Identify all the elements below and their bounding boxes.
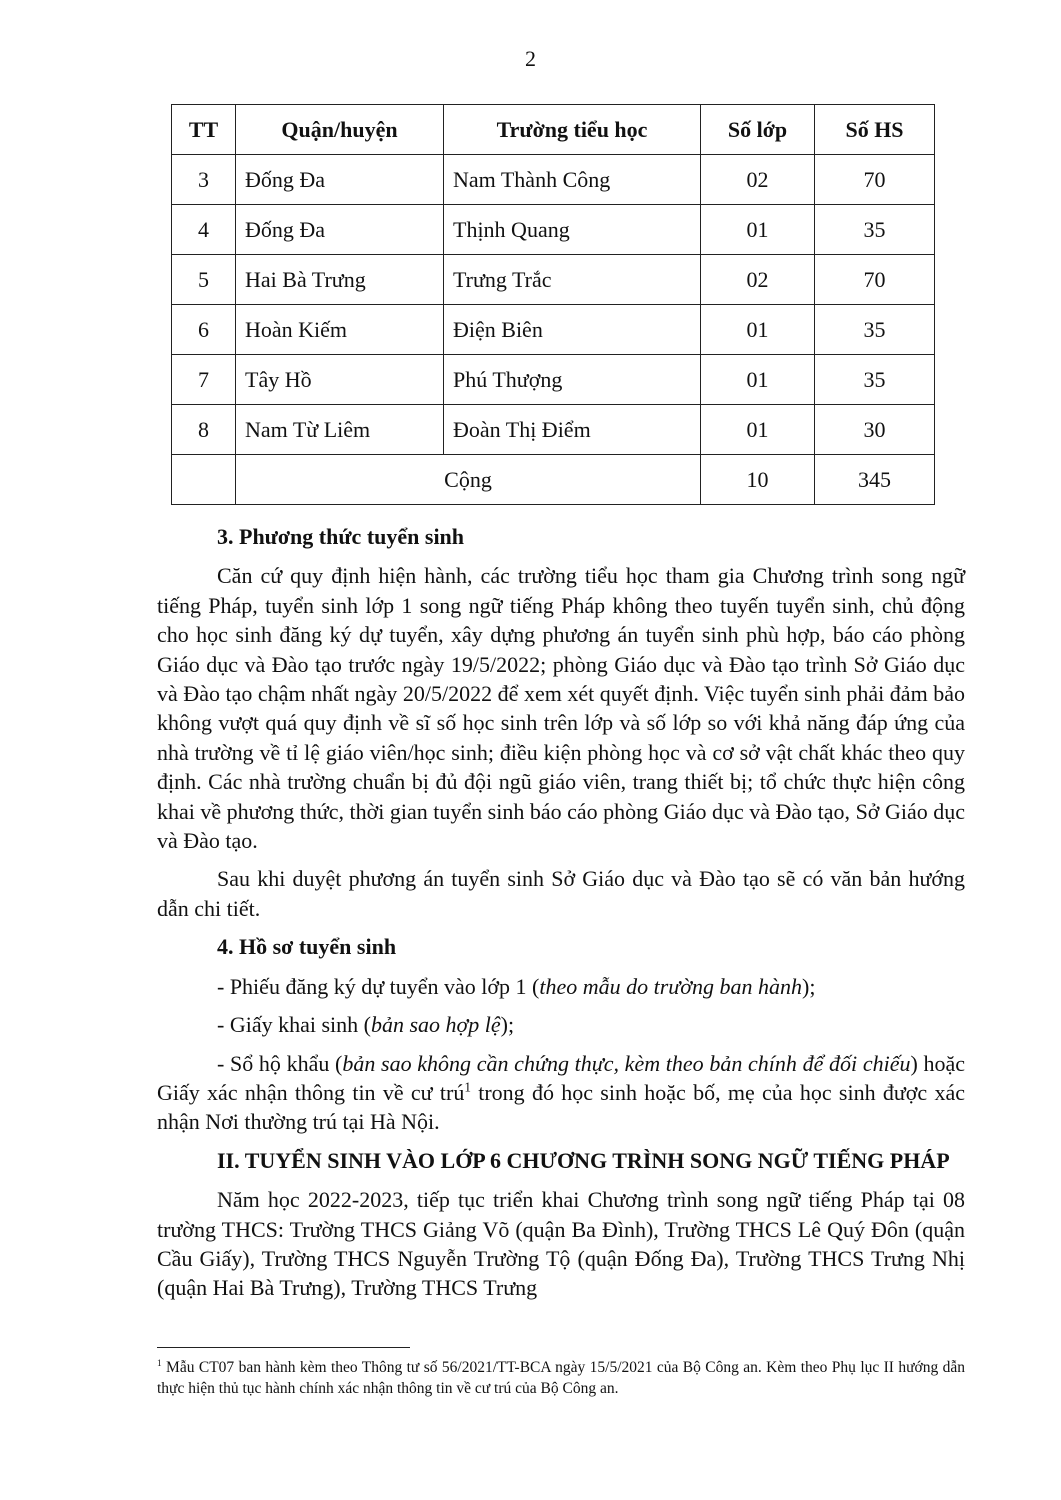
cell-classes: 01: [701, 305, 815, 355]
dossier-item-3: - Sổ hộ khẩu (bản sao không cần chứng thực, kèm theo bản chính để đối chiếu) hoặc Giấy xác nhận thông tin về cư trú$^1$ trong đó học sinh hoặc bố, mẹ của học sinh được xác nhận Nơi thường trú tại Hà Nội.: [157, 1050, 966, 1135]
section4-heading: 4. Hồ sơ tuyển sinh: [217, 934, 397, 960]
cell-tt: 3: [172, 155, 236, 205]
header-classes: Số lớp: [701, 105, 815, 155]
table-row: [172, 155, 935, 205]
table-row: [172, 355, 935, 405]
header-school: Trường tiểu học: [444, 105, 701, 155]
cell-classes: 01: [701, 355, 815, 405]
cell-students: 70: [815, 155, 935, 205]
cell-classes: 01: [701, 205, 815, 255]
cell-tt: 5: [172, 255, 236, 305]
cell-school: Điện Biên: [444, 305, 701, 355]
table-header-row: [172, 105, 935, 155]
cell-district: Nam Từ Liêm: [236, 405, 444, 455]
total-students: 345: [815, 455, 935, 505]
section-ii-heading: II. TUYỂN SINH VÀO LỚP 6 CHƯƠNG TRÌNH SONG NGỮ TIẾNG PHÁP: [217, 1147, 950, 1173]
dossier-item-2: - Giấy khai sinh (bản sao hợp lệ);: [217, 1012, 515, 1038]
header-district: Quận/huyện: [236, 105, 444, 155]
cell-students: 35: [815, 305, 935, 355]
page-number: 2: [525, 46, 536, 71]
header-students: Số HS: [815, 105, 935, 155]
footnote-separator: [157, 1347, 410, 1348]
section3-heading: 3. Phương thức tuyển sinh: [217, 524, 465, 549]
header-tt: TT: [172, 105, 236, 155]
cell-school: Trưng Trắc: [444, 255, 701, 305]
cell-tt: 4: [172, 205, 236, 255]
total-label: Cộng: [236, 455, 701, 505]
cell-district: Tây Hồ: [236, 355, 444, 405]
cell-school: Nam Thành Công: [444, 155, 701, 205]
schools-table: [171, 104, 935, 505]
cell-students: 35: [815, 205, 935, 255]
cell-district: Hoàn Kiếm: [236, 305, 444, 355]
cell-students: 70: [815, 255, 935, 305]
cell-district: Đống Đa: [236, 155, 444, 205]
cell-tt: 8: [172, 405, 236, 455]
table-row: [172, 305, 935, 355]
dossier-item-1: - Phiếu đăng ký dự tuyển vào lớp 1 (theo mẫu do trường ban hành);: [217, 973, 816, 999]
cell-empty: [172, 455, 236, 505]
cell-district: Hai Bà Trưng: [236, 255, 444, 305]
cell-classes: 02: [701, 255, 815, 305]
footnote-marker: 1: [157, 1358, 162, 1369]
table-total-row: [172, 455, 935, 505]
cell-tt: 6: [172, 305, 236, 355]
section-ii-paragraph: Năm học 2022-2023, tiếp tục triển khai Chương trình song ngữ tiếng Pháp tại 08 trường THCS: Trường THCS Giảng Võ (quận Ba Đình), Trường THCS Lê Quý Đôn (quận Cầu Giấy), Trường THCS Nguyễn Trường Tộ (quận Đống Đa), Trường THCS Trưng Nhị (quận Hai Bà Trưng), Trường THCS Trưng: [157, 1187, 965, 1301]
cell-students: 30: [815, 405, 935, 455]
footnote-text: Mẫu CT07 ban hành kèm theo Thông tư số 56/2021/TT-BCA ngày 15/5/2021 của Bộ Công an. Kèm theo Phụ lục II hướng dẫn thực hiện thủ tục hành chính xác nhận thông tin về cư trú của Bộ Công an.: [157, 1359, 965, 1397]
table-row: [172, 405, 935, 455]
table-row: [172, 205, 935, 255]
table-row: [172, 255, 935, 305]
total-classes: 10: [701, 455, 815, 505]
cell-school: Thịnh Quang: [444, 205, 701, 255]
cell-school: Phú Thượng: [444, 355, 701, 405]
cell-students: 35: [815, 355, 935, 405]
cell-classes: 01: [701, 405, 815, 455]
cell-tt: 7: [172, 355, 236, 405]
section3-paragraph-2: Sau khi duyệt phương án tuyển sinh Sở Giáo dục và Đào tạo sẽ có văn bản hướng dẫn chi tiết.: [157, 866, 965, 921]
body-text: [157, 522, 965, 1303]
footnote: [157, 1357, 965, 1399]
cell-school: Đoàn Thị Điểm: [444, 405, 701, 455]
cell-district: Đống Đa: [236, 205, 444, 255]
section3-paragraph-1: Căn cứ quy định hiện hành, các trường tiểu học tham gia Chương trình song ngữ tiếng Pháp, tuyển sinh lớp 1 song ngữ tiếng Pháp không theo tuyến tuyển sinh, chủ động cho học sinh đăng ký dự tuyển, xây dựng phương án tuyển sinh phù hợp, báo cáo phòng Giáo dục và Đào tạo trước ngày 19/5/2022; phòng Giáo dục và Đào tạo trình Sở Giáo dục và Đào tạo chậm nhất ngày 20/5/2022 để xem xét quyết định. Việc tuyển sinh phải đảm bảo không vượt quá quy định về sĩ số học sinh trên lớp và số lớp so với khả năng đáp ứng của nhà trường về tỉ lệ giáo viên/học sinh; điều kiện phòng học và cơ sở vật chất khác theo quy định. Các nhà trường chuẩn bị đủ đội ngũ giáo viên, trang thiết bị; tổ chức thực hiện công khai về phương thức, thời gian tuyển sinh báo cáo phòng Giáo dục và Đào tạo, Sở Giáo dục và Đào tạo.: [157, 563, 965, 854]
footnote-reference: 1: [464, 1079, 471, 1095]
cell-classes: 02: [701, 155, 815, 205]
